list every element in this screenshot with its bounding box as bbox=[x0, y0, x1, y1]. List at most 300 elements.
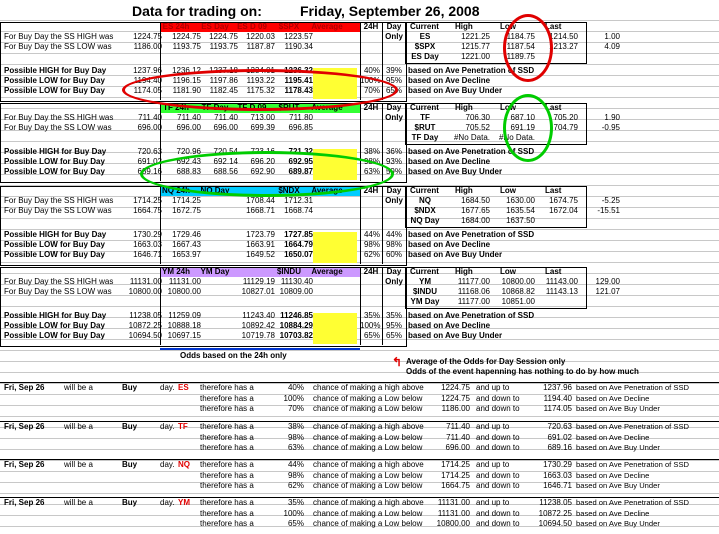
cell-value: 10888.18 bbox=[167, 320, 201, 330]
odds-24h: 98% bbox=[363, 156, 380, 166]
cell-value: 1186.00 bbox=[133, 42, 162, 52]
quote-symbol: YM Day bbox=[410, 297, 440, 307]
quote-value: 1213.27 bbox=[549, 42, 578, 52]
day-header: Day bbox=[386, 103, 402, 112]
row-label: Possible LOW for Buy Day bbox=[4, 331, 105, 340]
sum-note: based on Ave Buy Under bbox=[576, 519, 660, 528]
quote-header: High bbox=[455, 22, 473, 31]
column-header: Average bbox=[311, 267, 343, 276]
cell-value: 1650.07 bbox=[284, 250, 313, 259]
cell-value: 692.95 bbox=[288, 156, 313, 166]
quote-symbol: ES Day bbox=[411, 52, 439, 62]
sum-text: and down to bbox=[476, 519, 520, 528]
gridline bbox=[0, 361, 719, 362]
sum-value: 711.40 bbox=[446, 432, 470, 442]
quote-value: 1.90 bbox=[604, 113, 620, 122]
odds-day: 65% bbox=[385, 86, 402, 95]
note: based on Ave Buy Under bbox=[408, 167, 503, 176]
row-label: Possible HIGH for Buy Day bbox=[4, 65, 107, 75]
sum-text: therefore has a bbox=[200, 460, 254, 469]
summary-symbol: NQ bbox=[178, 460, 190, 469]
sum-pct: 100% bbox=[283, 508, 304, 518]
cell-value: 720.63 bbox=[137, 146, 162, 156]
sum-text: and down to bbox=[476, 470, 520, 480]
cell-value: 10800.00 bbox=[167, 287, 201, 297]
average-highlight bbox=[313, 149, 357, 180]
sum-text: therefore has a bbox=[200, 404, 254, 413]
cell-value: 699.39 bbox=[250, 123, 275, 133]
row-label: Possible LOW for Buy Day bbox=[4, 156, 105, 166]
sum-value: 691.02 bbox=[547, 432, 572, 442]
quote-value: 706.30 bbox=[465, 113, 490, 122]
sum-text: therefore has a bbox=[200, 422, 254, 431]
sum-text: chance of making a high above bbox=[313, 383, 424, 392]
row-label: For Buy Day the SS HIGH was bbox=[4, 113, 114, 122]
sum-pct: 70% bbox=[287, 404, 304, 413]
column-header: YM Day bbox=[200, 267, 230, 276]
quote-header: High bbox=[455, 103, 473, 112]
sum-value: 10800.00 bbox=[436, 519, 470, 528]
cell-value: 713.00 bbox=[250, 113, 275, 122]
quote-symbol: $SPX bbox=[414, 42, 436, 52]
sum-value: 11131.00 bbox=[437, 508, 470, 518]
summary-symbol: YM bbox=[178, 498, 190, 507]
gridline bbox=[0, 493, 719, 494]
column-header: ES 24h bbox=[162, 22, 190, 31]
quote-value: #No Data. bbox=[453, 133, 490, 143]
column-header: Average bbox=[311, 103, 343, 112]
gridline bbox=[0, 20, 719, 21]
odds-day: 93% bbox=[385, 156, 402, 166]
odds-24h: 70% bbox=[363, 86, 380, 95]
average-highlight bbox=[313, 232, 357, 263]
cell-value: 1196.15 bbox=[172, 75, 201, 85]
sum-text: and up to bbox=[476, 383, 510, 392]
sum-text: chance of making a Low below bbox=[313, 508, 423, 518]
gridline bbox=[0, 350, 719, 351]
odds-24h: 63% bbox=[363, 167, 380, 176]
cell-value: 1663.03 bbox=[133, 239, 162, 249]
sum-text: therefore has a bbox=[200, 481, 254, 490]
quote-value: 1684.00 bbox=[461, 216, 490, 226]
cell-value: 1663.91 bbox=[246, 239, 275, 249]
summary-symbol: TF bbox=[178, 422, 188, 431]
cell-value: 11246.85 bbox=[280, 310, 313, 320]
quote-symbol: YM bbox=[419, 277, 431, 286]
bracket bbox=[160, 348, 360, 350]
row-label: For Buy Day the SS LOW was bbox=[4, 287, 112, 297]
sum-text: chance of making a high above bbox=[313, 460, 424, 469]
note: based on Ave Penetration of SSD bbox=[408, 65, 535, 75]
sum-text: therefore has a bbox=[200, 393, 254, 403]
sum-text: and down to bbox=[476, 508, 520, 518]
day-header: Day bbox=[386, 186, 402, 195]
cell-value: 1649.52 bbox=[246, 250, 275, 259]
quote-value: 1221.25 bbox=[461, 32, 490, 41]
sum-value: 1194.40 bbox=[543, 393, 572, 403]
sum-note: based on Ave Decline bbox=[576, 470, 650, 480]
quote-header: Low bbox=[500, 186, 516, 195]
sum-text: and up to bbox=[476, 422, 510, 431]
cell-value: 1190.34 bbox=[284, 42, 313, 52]
average-highlight bbox=[313, 68, 357, 99]
column-header: TF Day bbox=[201, 103, 229, 112]
quote-value: 10851.00 bbox=[501, 297, 535, 307]
quote-header: Last bbox=[545, 22, 562, 31]
odds-day: 35% bbox=[385, 310, 402, 320]
cell-value: 1653.97 bbox=[172, 250, 201, 259]
sum-value: 11131.00 bbox=[437, 498, 470, 507]
cell-value: 1664.75 bbox=[133, 206, 162, 216]
cell-value: 1193.75 bbox=[172, 42, 201, 52]
cell-value: 1174.05 bbox=[133, 86, 162, 95]
column-header: $RUT bbox=[278, 103, 300, 112]
cell-value: 692.43 bbox=[176, 156, 201, 166]
cell-value: 10827.01 bbox=[241, 287, 275, 297]
cell-value: 10694.50 bbox=[128, 331, 162, 340]
quote-value: 129.00 bbox=[595, 277, 620, 286]
row-label: For Buy Day the SS HIGH was bbox=[4, 277, 114, 286]
sum-value: 10694.50 bbox=[538, 519, 572, 528]
cell-value: 11131.00 bbox=[129, 277, 162, 286]
note: based on Ave Penetration of SSD bbox=[408, 310, 535, 320]
cell-value: 688.83 bbox=[176, 167, 201, 176]
summary-type: Buy bbox=[122, 498, 138, 507]
odds-day: 95% bbox=[385, 320, 402, 330]
day-header: Day bbox=[386, 267, 402, 276]
row-label: Possible HIGH for Buy Day bbox=[4, 146, 107, 156]
cell-value: 1723.79 bbox=[246, 229, 275, 239]
cell-value: 10872.25 bbox=[128, 320, 162, 330]
cell-value: 720.96 bbox=[176, 146, 201, 156]
cell-value: 10703.82 bbox=[279, 331, 313, 340]
summary-symbol: ES bbox=[178, 383, 189, 392]
cell-value: 1223.57 bbox=[284, 32, 313, 41]
quote-value: 11143.13 bbox=[545, 287, 578, 297]
sum-text: therefore has a bbox=[200, 498, 254, 507]
sum-pct: 63% bbox=[287, 443, 304, 452]
summary-day: day. bbox=[160, 498, 175, 507]
quote-value: 1221.00 bbox=[461, 52, 490, 62]
row-label: Possible HIGH for Buy Day bbox=[4, 310, 107, 320]
note: based on Ave Decline bbox=[408, 239, 491, 249]
h24-header: 24H bbox=[363, 267, 379, 276]
cell-value: 11131.00 bbox=[168, 277, 201, 286]
sum-text: and down to bbox=[476, 393, 520, 403]
sum-pct: 44% bbox=[287, 460, 304, 469]
odds-day: 59% bbox=[385, 167, 402, 176]
column-header: Average bbox=[311, 22, 343, 31]
note: based on Ave Buy Under bbox=[408, 86, 503, 95]
sum-note: based on Ave Penetration of SSD bbox=[576, 422, 690, 431]
column-header: Average bbox=[311, 186, 343, 195]
odds-day: 36% bbox=[385, 146, 402, 156]
cell-value: 1224.75 bbox=[209, 32, 238, 41]
gridline bbox=[0, 416, 719, 417]
cell-value: 1668.74 bbox=[284, 206, 313, 216]
quote-value: 10800.00 bbox=[501, 277, 535, 286]
cell-value: 1708.44 bbox=[246, 196, 275, 205]
quote-symbol: $INDU bbox=[412, 287, 437, 297]
cell-value: 1712.31 bbox=[284, 196, 313, 205]
quote-header: Low bbox=[500, 267, 516, 276]
row-label: Possible LOW for Buy Day bbox=[4, 320, 105, 330]
quote-value: -0.95 bbox=[601, 123, 620, 133]
quote-header: Last bbox=[545, 267, 562, 276]
quote-symbol: TF bbox=[420, 113, 430, 122]
sum-value: 1186.00 bbox=[441, 404, 470, 413]
summary-type: Buy bbox=[122, 460, 138, 469]
column-header: TF 24h bbox=[163, 103, 189, 112]
row-label: Possible LOW for Buy Day bbox=[4, 75, 105, 85]
quote-header: Last bbox=[545, 103, 562, 112]
quote-symbol: TF Day bbox=[411, 133, 439, 143]
sum-value: 689.16 bbox=[547, 443, 572, 452]
cell-value: 11238.05 bbox=[129, 310, 162, 320]
cell-value: 11243.40 bbox=[242, 310, 275, 320]
sum-note: based on Ave Penetration of SSD bbox=[576, 383, 690, 392]
quote-value: #No Data. bbox=[498, 133, 535, 143]
odds-note: Odds based on the 24h only bbox=[180, 351, 287, 360]
sum-note: based on Ave Buy Under bbox=[576, 404, 660, 413]
quote-header: High bbox=[455, 267, 473, 276]
cell-value: 711.40 bbox=[214, 113, 238, 122]
quote-value: 1215.77 bbox=[461, 42, 490, 52]
row-label: Possible LOW for Buy Day bbox=[4, 239, 105, 249]
quote-header: Current bbox=[410, 267, 439, 276]
summary-willbe: will be a bbox=[64, 383, 93, 392]
sum-pct: 40% bbox=[287, 383, 304, 392]
odds-24h: 100% bbox=[360, 320, 381, 330]
cell-value: 1727.85 bbox=[284, 229, 313, 239]
sum-note: based on Ave Penetration of SSD bbox=[576, 460, 690, 469]
sum-value: 10872.25 bbox=[538, 508, 572, 518]
sum-note: based on Ave Decline bbox=[576, 432, 650, 442]
cell-value: 10800.00 bbox=[128, 287, 162, 297]
sum-pct: 65% bbox=[287, 519, 304, 528]
row-label: Possible HIGH for Buy Day bbox=[4, 229, 107, 239]
cell-value: 1668.71 bbox=[246, 206, 275, 216]
quote-header: High bbox=[455, 186, 473, 195]
quote-value: 11168.06 bbox=[457, 287, 490, 297]
cell-value: 689.16 bbox=[137, 167, 162, 176]
sum-note: based on Ave Buy Under bbox=[576, 443, 660, 452]
quote-value: 691.19 bbox=[510, 123, 535, 133]
sum-pct: 62% bbox=[287, 481, 304, 490]
cell-value: 723.16 bbox=[250, 146, 275, 156]
column-header: TF D 09 bbox=[237, 103, 267, 112]
odds-24h: 35% bbox=[363, 310, 380, 320]
cell-value: 696.00 bbox=[213, 123, 238, 133]
column-header: YM 24h bbox=[161, 267, 190, 276]
side-arrow-icon: ↰ bbox=[392, 355, 403, 369]
only-header: Only bbox=[385, 277, 403, 286]
sum-text: chance of making a high above bbox=[313, 422, 424, 431]
sum-value: 1646.71 bbox=[543, 481, 572, 490]
quote-header: Low bbox=[500, 103, 516, 112]
note: based on Ave Buy Under bbox=[408, 250, 503, 259]
sum-text: therefore has a bbox=[200, 470, 254, 480]
odds-day: 65% bbox=[385, 331, 402, 340]
cell-value: 1220.03 bbox=[246, 32, 275, 41]
cell-value: 1714.25 bbox=[133, 196, 162, 205]
quote-value: 1214.50 bbox=[549, 32, 578, 41]
sum-value: 1714.25 bbox=[441, 470, 470, 480]
sum-text: therefore has a bbox=[200, 519, 254, 528]
summary-date: Fri, Sep 26 bbox=[4, 383, 45, 392]
odds-24h: 62% bbox=[363, 250, 380, 259]
quote-value: 1630.00 bbox=[506, 196, 535, 205]
quote-header: Low bbox=[500, 22, 516, 31]
quote-value: 705.52 bbox=[465, 123, 490, 133]
odds-24h: 38% bbox=[363, 146, 380, 156]
cell-value: 696.85 bbox=[288, 123, 313, 133]
sum-value: 1730.29 bbox=[543, 460, 572, 469]
quote-header: Current bbox=[410, 22, 439, 31]
row-label: Possible LOW for Buy Day bbox=[4, 250, 105, 259]
odds-24h: 40% bbox=[363, 65, 380, 75]
quote-value: 1684.50 bbox=[461, 196, 490, 205]
sum-pct: 100% bbox=[283, 393, 304, 403]
h24-header: 24H bbox=[363, 186, 379, 195]
sum-text: and down to bbox=[476, 443, 520, 452]
cell-value: 1730.29 bbox=[133, 229, 162, 239]
cell-value: 711.40 bbox=[177, 113, 201, 122]
cell-value: 1182.45 bbox=[209, 86, 238, 95]
cell-value: 1234.01 bbox=[246, 65, 275, 75]
cell-value: 1729.46 bbox=[172, 229, 201, 239]
sum-value: 696.00 bbox=[445, 443, 470, 452]
sum-text: chance of making a Low below bbox=[313, 470, 423, 480]
quote-header: Last bbox=[545, 186, 562, 195]
summary-willbe: will be a bbox=[64, 460, 93, 469]
cell-value: 1187.87 bbox=[246, 42, 275, 52]
cell-value: 11130.40 bbox=[280, 277, 313, 286]
cell-value: 11129.19 bbox=[242, 277, 275, 286]
cell-value: 1178.43 bbox=[284, 86, 313, 95]
header-label: Data for trading on: bbox=[132, 3, 262, 19]
quote-symbol: $NDX bbox=[414, 206, 436, 216]
sum-text: therefore has a bbox=[200, 508, 254, 518]
odds-day: 44% bbox=[385, 229, 402, 239]
cell-value: 1193.75 bbox=[209, 42, 238, 52]
cell-value: 1237.18 bbox=[209, 65, 238, 75]
note: based on Ave Penetration of SSD bbox=[408, 229, 535, 239]
odds-24h: 98% bbox=[363, 239, 380, 249]
sum-pct: 35% bbox=[287, 498, 304, 507]
cell-value: 721.32 bbox=[288, 146, 313, 156]
summary-willbe: will be a bbox=[64, 498, 93, 507]
day-header: Day bbox=[386, 22, 402, 31]
quote-value: 11143.00 bbox=[545, 277, 578, 286]
sum-value: 1224.75 bbox=[441, 383, 470, 392]
sum-text: chance of making a Low below bbox=[313, 404, 423, 413]
only-header: Only bbox=[385, 32, 403, 41]
sum-note: based on Ave Decline bbox=[576, 508, 650, 518]
quote-value: 705.20 bbox=[553, 113, 578, 122]
summary-day: day. bbox=[160, 383, 175, 392]
quote-value: 704.79 bbox=[553, 123, 578, 133]
cell-value: 689.87 bbox=[288, 167, 313, 176]
sum-text: and down to bbox=[476, 481, 520, 490]
column-header: $INDU bbox=[276, 267, 301, 276]
odds-day: 39% bbox=[385, 65, 402, 75]
cell-value: 11259.09 bbox=[168, 310, 201, 320]
row-label: For Buy Day the SS LOW was bbox=[4, 123, 112, 133]
row-label: Possible LOW for Buy Day bbox=[4, 86, 105, 95]
sum-text: chance of making a Low below bbox=[313, 443, 423, 452]
cell-value: 1224.75 bbox=[172, 32, 201, 41]
cell-value: 1667.43 bbox=[172, 239, 201, 249]
cell-value: 696.00 bbox=[176, 123, 201, 133]
row-label: For Buy Day the SS LOW was bbox=[4, 206, 112, 216]
note: based on Ave Decline bbox=[408, 320, 491, 330]
cell-value: 1714.25 bbox=[172, 196, 201, 205]
sum-value: 1224.75 bbox=[441, 393, 470, 403]
cell-value: 1236.32 bbox=[284, 65, 313, 75]
summary-date: Fri, Sep 26 bbox=[4, 498, 45, 507]
summary-type: Buy bbox=[122, 383, 138, 392]
quote-value: 4.09 bbox=[604, 42, 620, 52]
cell-value: 1197.86 bbox=[209, 75, 238, 85]
summary-day: day. bbox=[160, 460, 175, 469]
odds-24h: 65% bbox=[363, 331, 380, 340]
quote-value: 1635.54 bbox=[506, 206, 535, 216]
sum-value: 1663.03 bbox=[543, 470, 572, 480]
column-header: $NDX bbox=[278, 186, 300, 195]
sum-text: therefore has a bbox=[200, 443, 254, 452]
cell-value: 1195.41 bbox=[284, 75, 313, 85]
quote-value: 1672.04 bbox=[549, 206, 578, 216]
sum-value: 711.40 bbox=[446, 422, 470, 431]
only-header: Only bbox=[385, 113, 403, 122]
sum-text: therefore has a bbox=[200, 383, 254, 392]
note: based on Ave Decline bbox=[408, 156, 491, 166]
cell-value: 10809.00 bbox=[279, 287, 313, 297]
odds-day: 95% bbox=[385, 75, 402, 85]
h24-header: 24H bbox=[363, 103, 379, 112]
quote-value: 121.07 bbox=[595, 287, 620, 297]
cell-value: 1646.71 bbox=[133, 250, 162, 259]
sum-note: based on Ave Buy Under bbox=[576, 481, 660, 490]
quote-symbol: NQ Day bbox=[410, 216, 440, 226]
cell-value: 692.14 bbox=[213, 156, 238, 166]
sum-note: based on Ave Penetration of SSD bbox=[576, 498, 690, 507]
summary-willbe: will be a bbox=[64, 422, 93, 431]
cell-value: 1236.12 bbox=[172, 65, 201, 75]
row-label: For Buy Day the SS HIGH was bbox=[4, 196, 114, 205]
cell-value: 1672.75 bbox=[172, 206, 201, 216]
quote-value: 1677.65 bbox=[461, 206, 490, 216]
odds-24h: 100% bbox=[360, 75, 381, 85]
cell-value: 696.00 bbox=[137, 123, 162, 133]
odds-day: 98% bbox=[385, 239, 402, 249]
odds-day: 60% bbox=[385, 250, 402, 259]
cell-value: 1194.40 bbox=[133, 75, 162, 85]
summary-date: Fri, Sep 26 bbox=[4, 422, 45, 431]
quote-value: 11177.00 bbox=[457, 297, 490, 307]
side-note-1: Average of the Odds for Day Session only bbox=[406, 357, 566, 366]
note: based on Ave Penetration of SSD bbox=[408, 146, 535, 156]
sum-pct: 38% bbox=[287, 422, 304, 431]
sum-text: and up to bbox=[476, 460, 510, 469]
cell-value: 688.56 bbox=[213, 167, 238, 176]
column-header: NQ 24h bbox=[161, 186, 190, 195]
sum-text: chance of making a high above bbox=[313, 498, 424, 507]
cell-value: 1193.22 bbox=[246, 75, 275, 85]
sum-text: therefore has a bbox=[200, 432, 254, 442]
row-label: For Buy Day the SS LOW was bbox=[4, 42, 112, 52]
